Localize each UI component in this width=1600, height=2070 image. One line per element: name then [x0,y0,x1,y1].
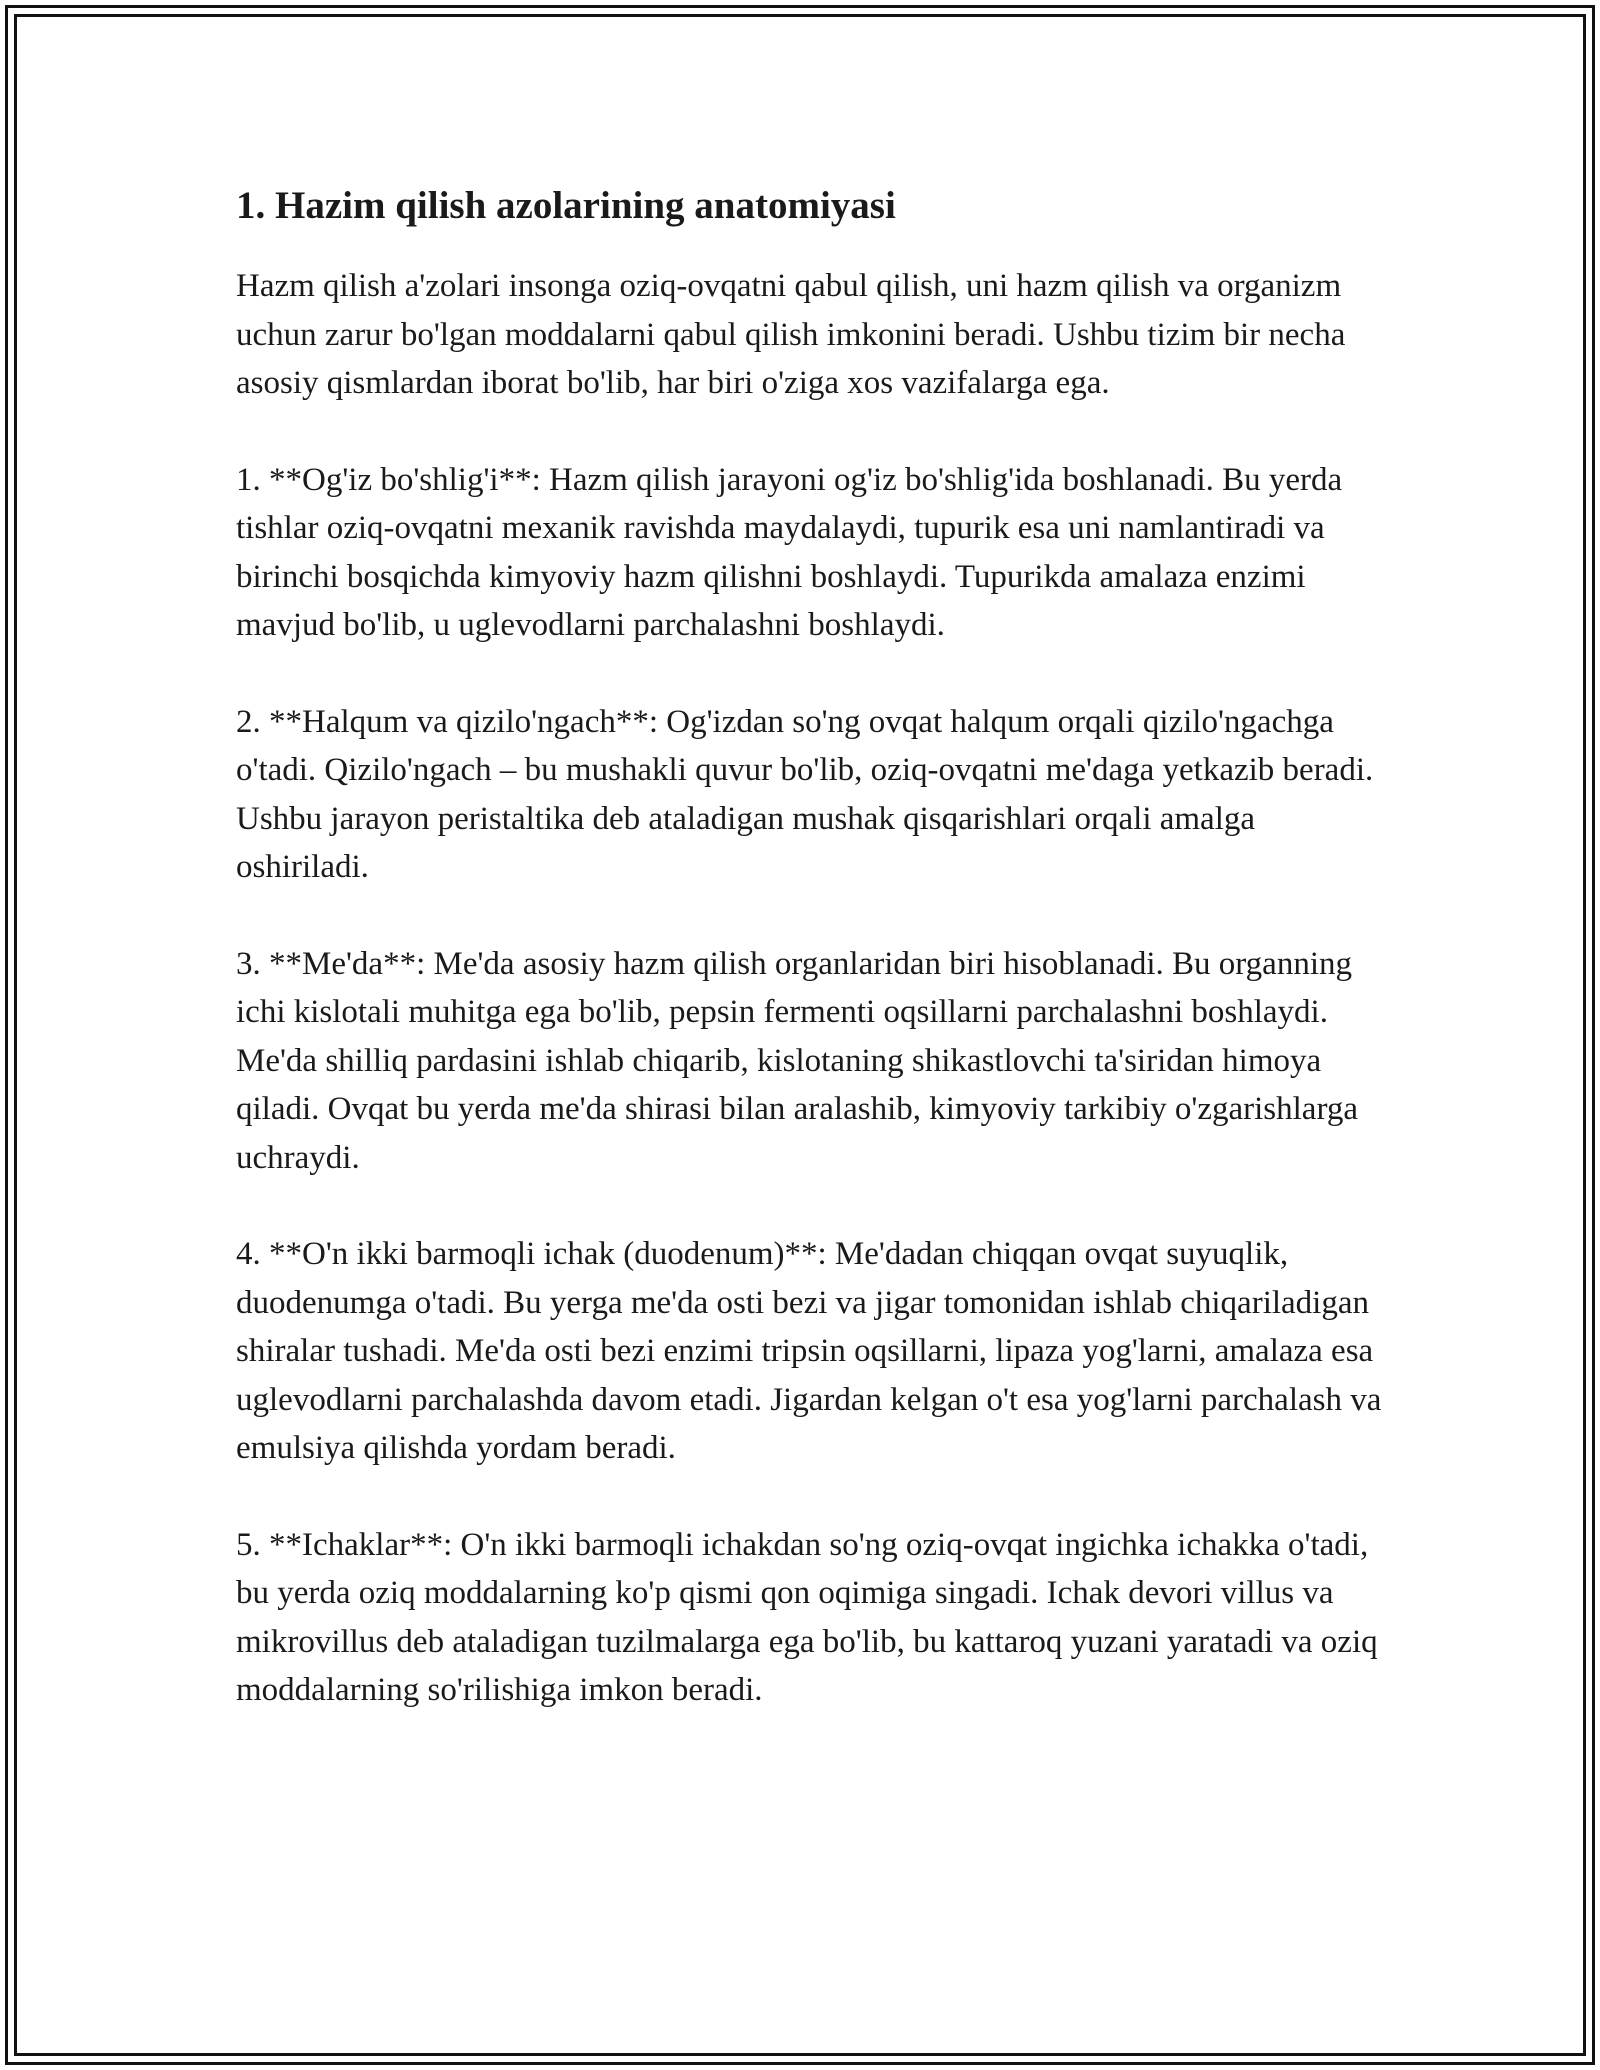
intro-paragraph: Hazm qilish a'zolari insonga oziq-ovqatni qabul qilish, uni hazm qilish va organizm uchun zarur bo'lgan moddalarni qabul qilish imkonini beradi. Ushbu tizim bir necha asosiy qismlardan iborat bo'lib, har biri o'ziga xos vazifalarga ega. [236,268,1346,401]
section-heading: 1. Hazim qilish azolarining anatomiyasi [236,184,896,227]
paragraph-stomach: 3. **Me'da**: Me'da asosiy hazm qilish organlaridan biri hisoblanadi. Bu organning ichi kislotali muhitga ega bo'lib, pepsin fermenti oqsillarni parchalashni boshlaydi. Me'da shilliq pardasini ishlab chiqarib, kislotaning shikastlovchi ta'siridan himoya qiladi. Ovqat bu yerda me'da shirasi bilan aralashib, kimyoviy tarkibiy o'zgarishlarga uchraydi. [236,945,1358,1176]
paragraph-pharynx-esophagus: 2. **Halqum va qizilo'ngach**: Og'izdan so'ng ovqat halqum orqali qizilo'ngachga o'tadi. Qizilo'ngach – bu mushakli quvur bo'lib, oziq-ovqatni me'daga yetkazib beradi. Ushbu jarayon peristaltika deb ataladigan mushak qisqarishlari orqali amalga oshiriladi. [236,703,1374,885]
paragraph-duodenum: 4. **O'n ikki barmoqli ichak (duodenum)**: Me'dadan chiqqan ovqat suyuqlik, duodenumga o'tadi. Bu yerga me'da osti bezi va jigar tomonidan ishlab chiqariladigan shiralar tushadi. Me'da osti bezi enzimi tripsin oqsillarni, lipaza yog'larni, amalaza esa uglevodlarni parchalashda davom etadi. Jigardan kelgan o't esa yog'larni parchalash va emulsiya qilishda yordam beradi. [236,1236,1382,1466]
document-page [236,180,1396,1763]
paragraph-oral-cavity: 1. **Og'iz bo'shlig'i**: Hazm qilish jarayoni og'iz bo'shlig'ida boshlanadi. Bu yerda tishlar oziq-ovqatni mexanik ravishda maydalaydi, tupurik esa uni namlantiradi va birinchi bosqichda kimyoviy hazm qilishni boshlaydi. Tupurikda amalaza enzimi mavjud bo'lib, u uglevodlarni parchalashni boshlaydi. [236,461,1343,643]
paragraph-intestines: 5. **Ichaklar**: O'n ikki barmoqli ichakdan so'ng oziq-ovqat ingichka ichakka o'tadi, bu yerda oziq moddalarning ko'p qismi qon oqimiga singadi. Ichak devori villus va mikrovillus deb ataladigan tuzilmalarga ega bo'lib, bu kattaroq yuzani yaratadi va oziq moddalarning so'rilishiga imkon beradi. [236,1526,1378,1708]
